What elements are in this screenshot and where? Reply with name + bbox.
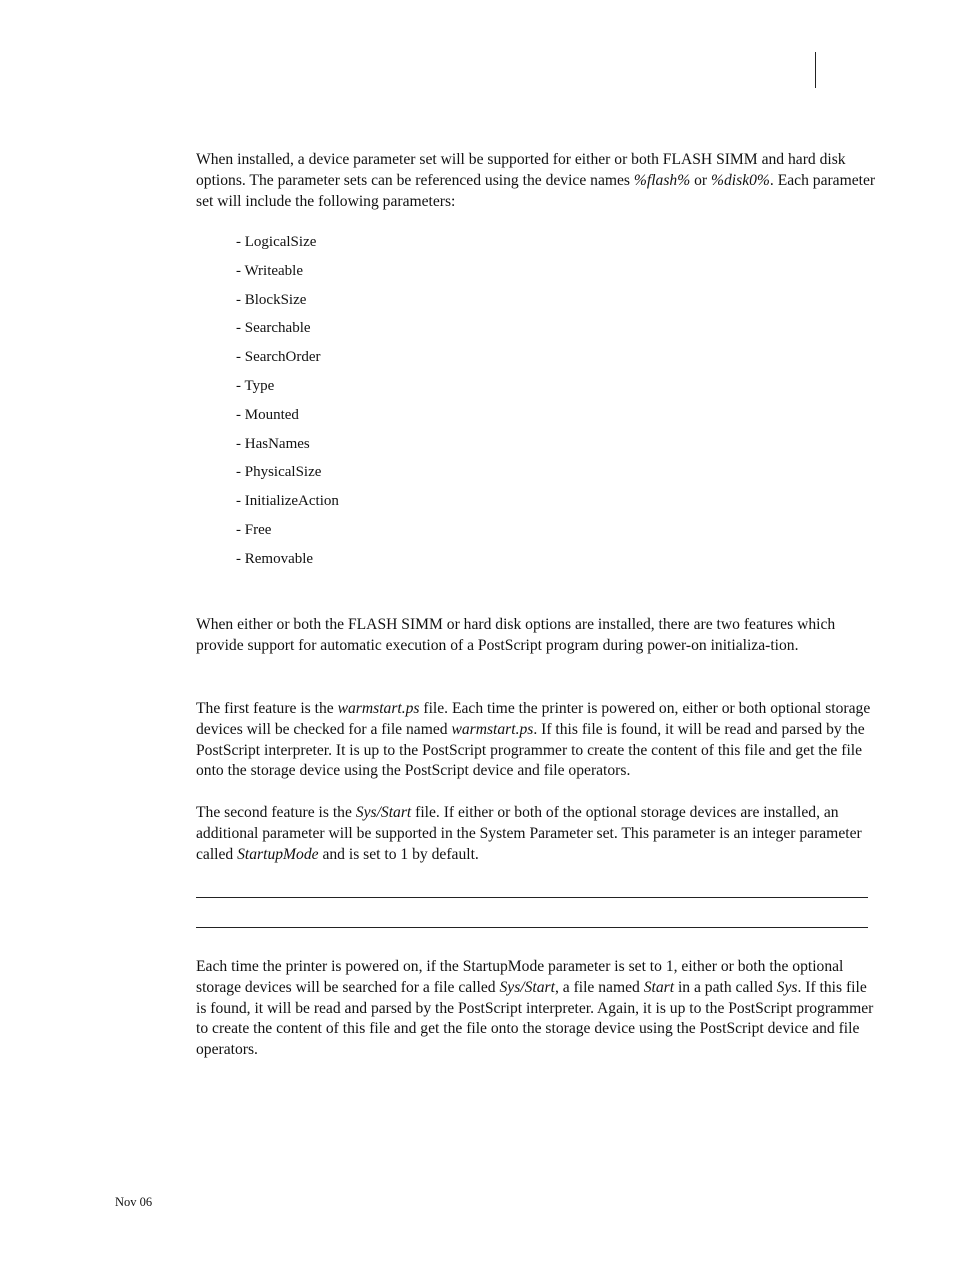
list-item: - LogicalSize xyxy=(236,234,317,250)
list-item: - InitializeAction xyxy=(236,493,339,510)
intro-paragraph xyxy=(196,150,876,212)
device-name-flash: %flash% xyxy=(633,171,691,189)
list-item: - SearchOrder xyxy=(236,349,321,366)
second-feature-paragraph xyxy=(196,803,876,865)
features-intro-paragraph: When either or both the FLASH SIMM or hard disk options are installed, there are two features which provide support for automatic execution of a PostScript program during power-on initializa-tion. xyxy=(196,616,836,654)
startup-paragraph xyxy=(196,957,876,1061)
file-name-sys-start-2: Sys/Start xyxy=(499,978,555,996)
file-name-sys-start: Sys/Start xyxy=(355,804,412,821)
list-item: - Removable xyxy=(236,550,314,567)
file-name-warmstart: warmstart.ps xyxy=(337,700,420,717)
footer-date: Nov 06 xyxy=(115,1195,153,1209)
second-feature-text-3: and is set to 1 by default. xyxy=(318,845,479,863)
divider-top xyxy=(196,897,868,898)
list-item: - BlockSize xyxy=(236,291,307,308)
file-name-warmstart-2: warmstart.ps xyxy=(451,720,534,738)
list-item: - Writeable xyxy=(236,262,304,279)
second-feature-text-1: The second feature is the xyxy=(196,804,356,821)
list-item: - Mounted xyxy=(236,406,299,423)
intro-text-3: . Each parameter set will include the following parameters: xyxy=(196,171,876,210)
list-item: - Type xyxy=(236,377,275,394)
parameter-list xyxy=(236,232,339,578)
path-name-sys: Sys xyxy=(776,978,798,996)
startup-text-3: in a path called xyxy=(674,978,777,996)
second-feature-text-2: file. If either or both of the optional storage devices are installed, an additional parameter will be supported in the System Parameter set. This parameter is an integer parameter called xyxy=(196,804,862,863)
list-item: - Searchable xyxy=(236,320,311,337)
param-name-startupmode: StartupMode xyxy=(237,845,319,863)
startup-text-1: Each time the printer is powered on, if the StartupMode parameter is set to 1, either or both the optional storage devices will be searched for a file called xyxy=(196,958,844,996)
intro-text-1: When installed, a device parameter set will be supported for either or both FLASH SIMM and hard disk options. The parameter sets can be referenced using the device names xyxy=(196,151,846,189)
intro-text-2: or xyxy=(690,171,711,189)
list-item: - Free xyxy=(236,521,272,538)
first-feature-paragraph xyxy=(196,699,876,782)
startup-text-4: . If this file is found, it will be read and parsed by the PostScript interpreter. Again, it is up to the PostScript programmer to create the content of this file and get the file onto the storage device using the PostScript device and file operators. xyxy=(196,978,874,1059)
header-rule xyxy=(815,52,816,88)
first-feature-text-2: file. Each time the printer is powered on, either or both optional storage devices will be checked for a file named xyxy=(196,700,871,738)
first-feature-text-3: . If this file is found, it will be read and parsed by the PostScript interpreter. It is up to the PostScript programmer to create the content of this file and get the file onto the storage device using the PostScript device and file operators. xyxy=(196,720,865,780)
list-item: - PhysicalSize xyxy=(236,464,322,481)
list-item: - HasNames xyxy=(236,435,310,452)
file-name-start: Start xyxy=(643,978,675,996)
device-name-disk: %disk0% xyxy=(711,171,770,189)
divider-bottom xyxy=(196,927,868,928)
first-feature-text-1: The first feature is the xyxy=(196,700,338,717)
startup-text-2: , a file named xyxy=(554,978,644,996)
